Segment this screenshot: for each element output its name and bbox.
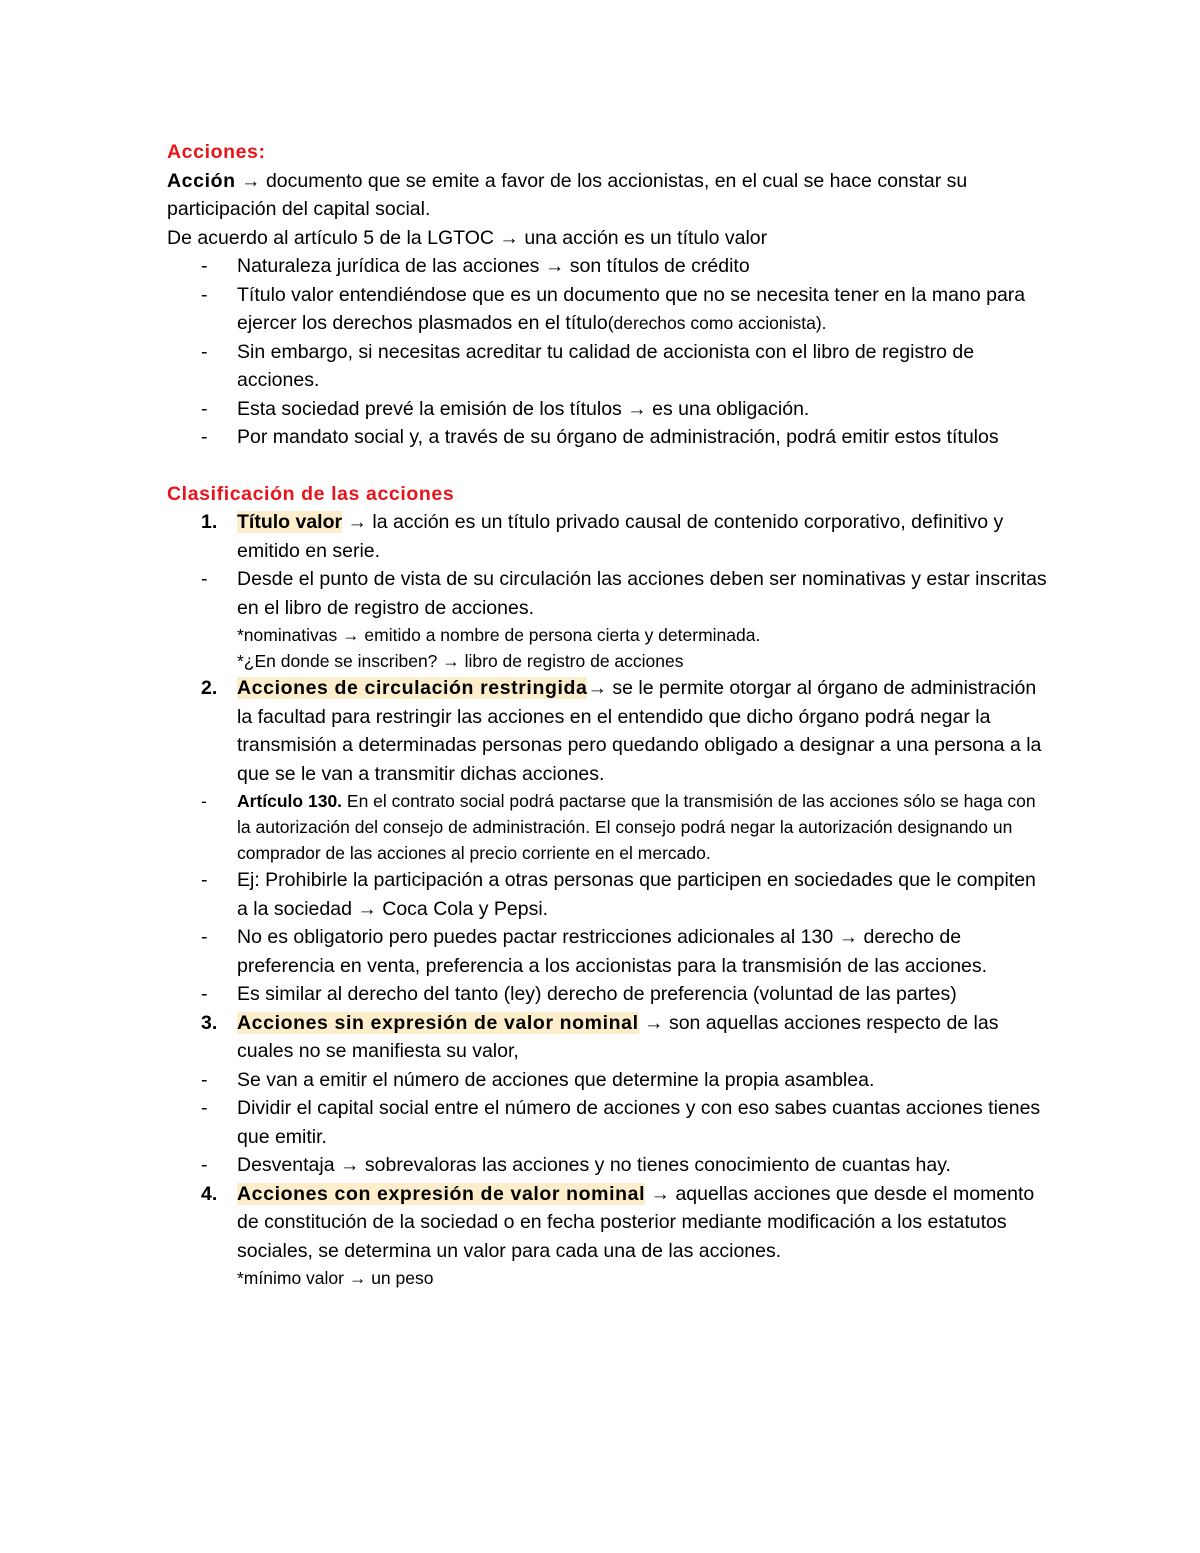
section-heading-acciones: Acciones:	[167, 141, 266, 163]
intro-paragraph: De acuerdo al artículo 5 de la LGTOC → una acción es un título valor	[167, 226, 768, 249]
list-item: - Título valor entendiéndose que es un documento que no se necesita tener en la mano para ejercer los derechos plasmados en el título(derechos como accionista).	[201, 283, 1026, 334]
item-title: Acciones con expresión de valor nominal	[237, 1182, 646, 1205]
definition-text: → documento que se emite a favor de los accionistas, en el cual se hace constar su participación del capital social.	[167, 169, 968, 220]
item-title: Título valor	[237, 511, 343, 533]
section-heading-clasificacion: Clasificación de las acciones	[167, 482, 455, 505]
note: *¿En donde se inscriben? → libro de registro de acciones	[237, 651, 684, 671]
list-item: - Se van a emitir el número de acciones que determine la propia asamblea.	[201, 1068, 875, 1091]
list-item: - Desventaja → sobrevaloras las acciones y no tienes conocimiento de cuantas hay.	[201, 1154, 951, 1176]
list-item: - Ej: Prohibirle la participación a otras personas que participen en sociedades que le compiten a la sociedad → Coca Cola y Pepsi.	[201, 869, 1036, 920]
numbered-item-2: 2. Acciones de circulación restringida→ se le permite otorgar al órgano de administración la facultad para restringir las acciones en el entendido que dicho órgano podrá negar la transmisión a determinadas personas pero quedando obligado a designar a una persona a la que se le van a transmitir dichas acciones.	[201, 677, 1042, 785]
item-title: Acciones sin expresión de valor nominal	[237, 1011, 639, 1034]
list-item: - Naturaleza jurídica de las acciones → son títulos de crédito	[201, 255, 750, 277]
document-page	[167, 138, 1047, 1291]
item-title: Acciones de circulación restringida	[237, 677, 588, 699]
list-item: - Sin embargo, si necesitas acreditar tu calidad de accionista con el libro de registro de acciones.	[201, 340, 975, 391]
list-item: - Dividir el capital social entre el número de acciones y con eso sabes cuantas acciones tienes que emitir.	[201, 1097, 1041, 1148]
numbered-item-4: 4. Acciones con expresión de valor nominal → aquellas acciones que desde el momento de constitución de la sociedad o en fecha posterior mediante modificación a los estatutos sociales, se determina un valor para cada una de las acciones.	[201, 1182, 1035, 1262]
note: *mínimo valor → un peso	[237, 1268, 434, 1288]
list-item: - Desde el punto de vista de su circulación las acciones deben ser nominativas y estar inscritas en el libro de registro de acciones.	[201, 568, 1047, 619]
definition-term: Acción	[167, 169, 236, 192]
article-quote: - Artículo 130. En el contrato social podrá pactarse que la transmisión de las acciones sólo se haga con la autorización del consejo de administración. El consejo podrá negar la autorización designando un comprador de las acciones al precio corriente en el mercado.	[201, 791, 1036, 863]
list-item: - Esta sociedad prevé la emisión de los títulos → es una obligación.	[201, 397, 810, 420]
definition-paragraph	[167, 167, 1047, 224]
numbered-item-1: 1. Título valor → la acción es un título privado causal de contenido corporativo, definitivo y emitido en serie.	[201, 511, 1004, 562]
list-item: - Por mandato social y, a través de su órgano de administración, podrá emitir estos títulos	[201, 426, 999, 448]
list-item: - No es obligatorio pero puedes pactar restricciones adicionales al 130 → derecho de preferencia en venta, preferencia a los accionistas para la transmisión de las acciones.	[201, 926, 988, 977]
list-item: - Es similar al derecho del tanto (ley) derecho de preferencia (voluntad de las partes)	[201, 983, 957, 1005]
numbered-item-3: 3. Acciones sin expresión de valor nominal → son aquellas acciones respecto de las cuales no se manifiesta su valor,	[201, 1011, 999, 1062]
note: *nominativas → emitido a nombre de persona cierta y determinada.	[237, 625, 761, 645]
